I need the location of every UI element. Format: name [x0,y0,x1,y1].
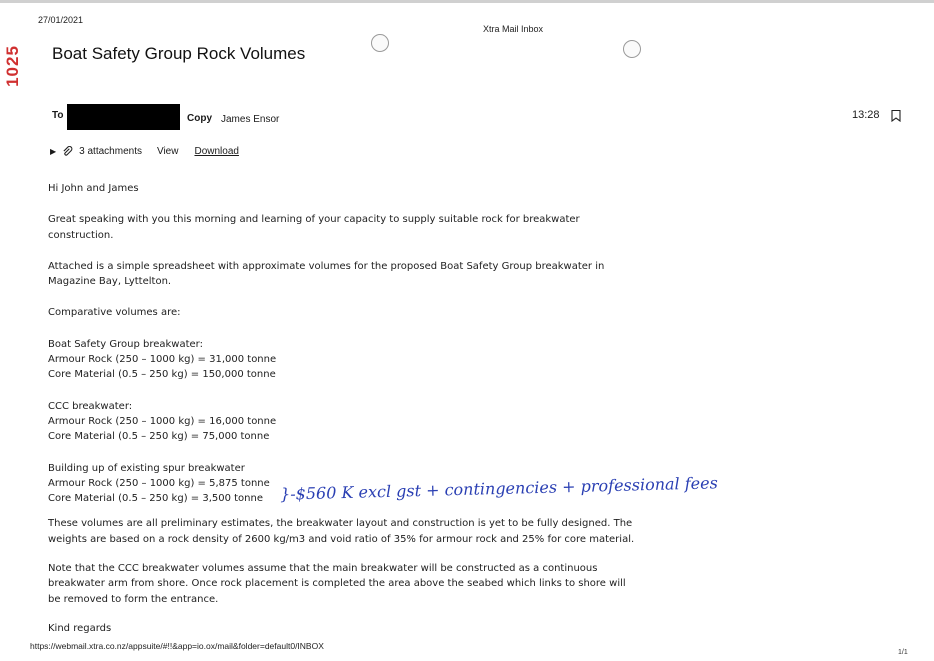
volumes-ccc: CCC breakwater: Armour Rock (250 – 1000 kg) = 16,000 tonne Core Material (0.5 – 250 kg) = 75,000 tonne [48,400,277,443]
stamp-number: 1025 [2,45,22,87]
email-subject: Boat Safety Group Rock Volumes [52,44,306,63]
volumes-boat-safety: Boat Safety Group breakwater: Armour Rock (250 – 1000 kg) = 31,000 tonne Core Material (0.5 – 250 kg) = 150,000 tonne [48,338,277,381]
copy-recipient[interactable]: James Ensor [221,114,280,125]
paperclip-icon [62,146,73,157]
page-stamp [4,44,26,90]
print-date: 27/01/2021 [38,15,84,25]
handwritten-annotation: }-$560 K excl gst + contingencies + professional fees [279,473,719,504]
redacted-recipient [67,104,180,130]
body-paragraph: These volumes are all preliminary estimates, the breakwater layout and construction is yet to be fully designed. The weights are based on a rock density of 2600 kg/m3 and void ratio of 35% for armour rock and 25% for core material. [48,518,635,545]
greeting: Hi John and James [48,183,139,194]
bookmark-icon[interactable] [891,110,901,122]
email-body [48,176,648,636]
page-number: 1/1 [898,649,908,656]
print-page-title: Xtra Mail Inbox [483,24,544,34]
email-time: 13:28 [852,109,880,121]
top-edge [0,0,934,3]
body-paragraph: Comparative volumes are: [48,307,181,319]
sign-off: Kind regards [48,622,112,634]
view-attachments-link[interactable]: View [156,146,179,157]
volumes-spur: Building up of existing spur breakwater Armour Rock (250 – 1000 kg) = 5,875 tonne Core Material (0.5 – 250 kg) = 3,500 tonne [48,462,270,505]
expand-caret-icon[interactable]: ▶ [50,147,57,156]
body-paragraph: Note that the CCC breakwater volumes assume that the main breakwater will be constructed as a continuous breakwater arm from shore. Once rock placement is completed the area above the seabed which links to shore will be removed to form the entrance. [48,563,626,605]
attachments-count[interactable]: 3 attachments [79,146,142,157]
to-label: To [52,110,64,121]
body-paragraph: Attached is a simple spreadsheet with approximate volumes for the proposed Boat Safety Group breakwater in Magazine Bay, Lyttelton. [48,260,605,288]
punch-hole [623,40,641,58]
download-attachments-link[interactable]: Download [194,146,239,157]
body-paragraph: Great speaking with you this morning and learning of your capacity to supply suitable rock for breakwater construction. [48,214,580,241]
punch-hole [371,34,389,52]
print-footer-url: https://webmail.xtra.co.nz/appsuite/#!!&app=io.ox/mail&folder=default0/INBOX [30,641,324,651]
copy-label: Copy [187,113,212,124]
attachments-row [50,146,239,157]
